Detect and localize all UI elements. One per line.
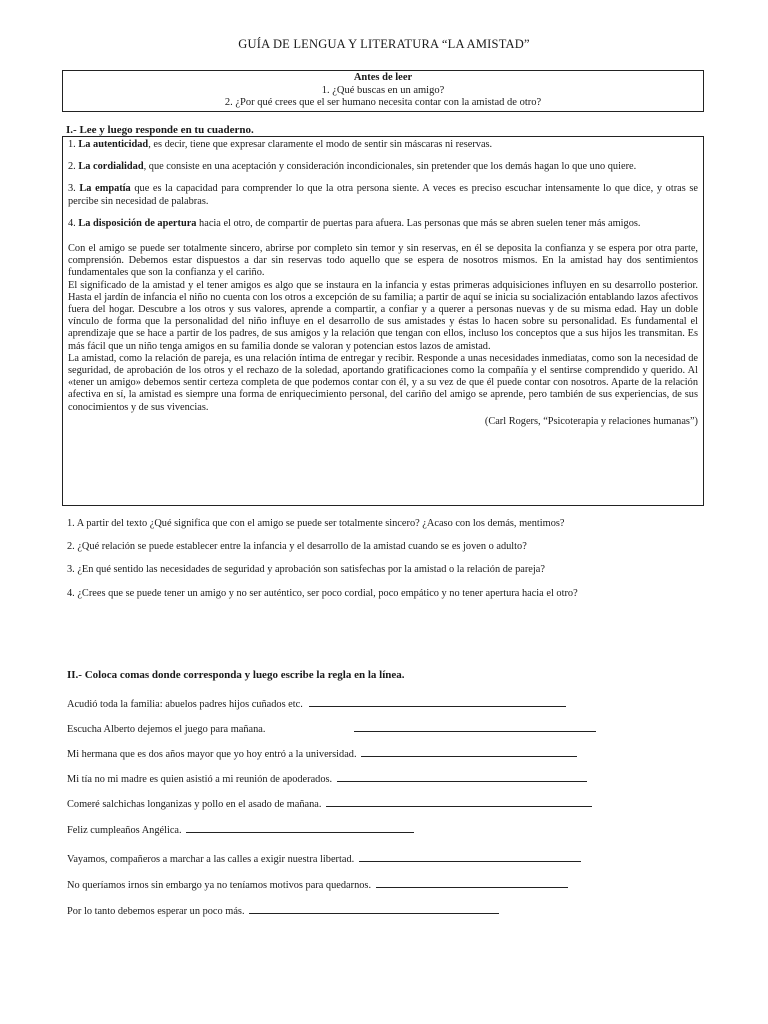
antes-heading: Antes de leer [353,72,413,83]
exercise-sentence: Mi hermana que es dos años mayor que yo hoy entró a la universidad. [67,749,357,760]
answer-line[interactable] [337,771,587,782]
question-item: 4. ¿Crees que se puede tener un amigo y no ser auténtico, ser poco cordial, poco empático y no tener apertura hacia el otro? [67,587,578,599]
exercise-row [67,851,581,866]
citation: (Carl Rogers, “Psicoterapia y relaciones humanas”) [484,415,698,427]
reading-paragraph: El significado de la amistad y el tener amigos es algo que se instaura en la infancia y estas primeras adquisiciones influyen en su desarrollo posterior. Hasta el jardín de infancia el niño no cuenta con los otros a excepción de su familia; a partir de aquí se inicia su socialización entablando lazos afectivos fuera del hogar. Descubre a los otros y sus valores, aprende a compartir, a confiar y a querer a personas nuevas y de su misma edad. Hay un doble vínculo de forma que la personalidad del niño influye en el desarrollo de sus amistades y éstas lo hacen sobre su personalidad. Es fundamental el aprendizaje que se hace a partir de los padres, de sus amigos y la relación que tengan con ellos, incluso los conceptos que a sus hijos les transmitan. Es más fácil que un niño tenga amigos en su familia donde se valoran y potencian estos lazos de amistad. [68,279,698,352]
reading-item: 2. La cordialidad, que consiste en una aceptación y consideración incondicionales, sin pretender que los demás hagan lo que uno quiere. [68,161,637,173]
question-item: 1. A partir del texto ¿Qué significa que con el amigo se puede ser totalmente sincero? ¿Acaso con los demás, mentimos? [67,518,565,529]
exercise-row [67,696,566,711]
section-2-heading: II.- Coloca comas donde corresponda y luego escribe la regla en la línea. [67,669,405,681]
reading-paragraph: La amistad, como la relación de pareja, es una relación íntima de entregar y recibir. Responde a unas necesidades inmediatas, como son la necesidad de seguridad, de aprobación de los otros y el rechazo de la soledad, aportando gratificaciones como la compañía y el sentirse comprendido y querido. Al «tener un amigo» debemos sentir certeza completa de que podemos contar con él, y a su vez de que él puede contar con nosotros. Aparte de la relación afectiva en sí, la amistad es siempre una forma de enriquecimiento personal, del cariño del amigo se aprende, pero también de sus experiencias, de sus conocimientos y de sus vivencias. [68,352,698,413]
antes-de-leer-box [62,70,704,112]
page-title: GUÍA DE LENGUA Y LITERATURA “LA AMISTAD” [238,37,530,51]
exercise-sentence: Feliz cumpleaños Angélica. [67,825,182,836]
questions-list [67,518,701,611]
antes-question-2: 2. ¿Por qué crees que el ser humano necesita contar con la amistad de otro? [224,97,542,109]
reading-item: 3. La empatía que es la capacidad para comprender lo que la otra persona siente. A veces es preciso escuchar intensamente lo que dice, y otras se percibe sin necesidad de palabras. [68,183,699,207]
exercise-row [67,822,414,837]
answer-line[interactable] [249,903,499,914]
exercise-sentence: Comeré salchichas longanizas y pollo en el asado de mañana. [67,799,322,810]
answer-line[interactable] [186,822,414,833]
exercise-row [67,771,587,786]
answer-line[interactable] [354,721,596,732]
exercise-sentence: Vayamos, compañeros a marchar a las calles a exigir nuestra libertad. [67,854,355,865]
exercise-row [67,721,596,736]
exercise-sentence: Mi tía no mi madre es quien asistió a mi reunión de apoderados. [67,774,333,785]
exercise-sentence: Escucha Alberto dejemos el juego para mañana. [67,724,266,735]
reading-paragraph: Con el amigo se puede ser totalmente sincero, abrirse por completo sin temor y sin reservas, en él se deposita la confianza y se espera por otra parte, comprensión. Debemos estar dispuestos a dar sin reservas todo aquello que se espera de nosotros mismos. En la amistad hay dos sentimientos fundamentales que son la confianza y el cariño. [68,243,698,279]
exercise-row [67,877,568,892]
reading-item: 1. La autenticidad, es decir, tiene que expresar claramente el modo de sentir sin máscaras ni reservas. [68,139,493,150]
question-item: 3. ¿En qué sentido las necesidades de seguridad y aprobación son satisfechas por la amistad o la relación de pareja? [67,564,545,576]
exercise-sentence: No queríamos irnos sin embargo ya no teníamos motivos para quedarnos. [67,880,372,891]
answer-line[interactable] [376,877,568,888]
exercise-row [67,796,592,811]
reading-box [62,136,704,506]
answer-line[interactable] [359,851,581,862]
answer-line[interactable] [326,796,592,807]
exercise-sentence: Por lo tanto debemos esperar un poco más. [67,906,245,917]
question-item: 2. ¿Qué relación se puede establecer entre la infancia y el desarrollo de la amistad cuando se es joven o adulto? [67,541,527,553]
antes-question-1: 1. ¿Qué buscas en un amigo? [321,84,445,96]
answer-line[interactable] [309,696,566,707]
answer-line[interactable] [361,746,577,757]
section-1-heading: I.- Lee y luego responde en tu cuaderno. [66,124,254,136]
exercise-sentence: Acudió toda la familia: abuelos padres hijos cuñados etc. [67,699,303,710]
exercise-row [67,746,577,761]
reading-item: 4. La disposición de apertura hacia el otro, de compartir de puertas para afuera. Las personas que más se abren suelen tener más amigos. [68,217,641,229]
exercise-row [67,903,499,918]
